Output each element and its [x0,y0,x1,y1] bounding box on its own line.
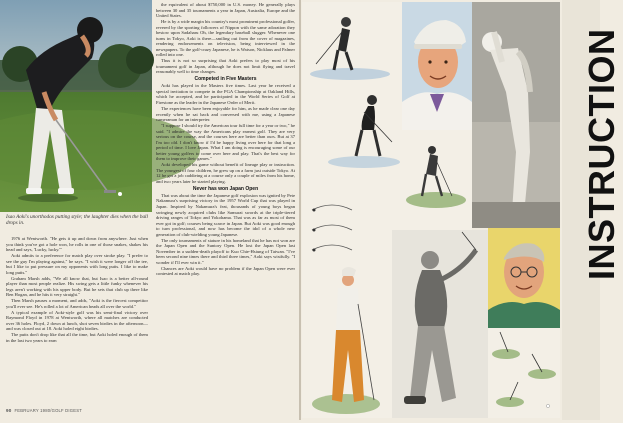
page-number: 90 [6,408,12,413]
paragraph: "I suppose I should try the American tour full time for a year or two," he said. "I admire the way the Americans play earnest golf. They are very serious on the course, and the courses here are better than ours. But at 37 I'm too old. I don't know if I'd be happy living over here for that long a period of time. I love Japan. What I am doing is encouraging some of our better young golfers to come over here and play. That's the best way for them to improve their games." [156,123,295,162]
golfer-follow-through-sketch [392,230,488,418]
swing-arc-diagrams [302,180,402,260]
paragraph: Graham Marsh adds, "We all know that, but Isao is a better all-round player than most people realize. His swing gets a little funky whenever his legs aren't working with his upper body. But he sets that club up there like Ben Hogan, and he hits it very straight." [6,275,148,298]
paragraph: The experiences have been enjoyable for him, as he made clear one day recently when he sat back and conversed with me, using a Japanese cameraman for an interpreter. [156,105,295,123]
aoki-portrait-illustration [402,2,472,130]
paragraph: Aoki admits to a preference for match play over stroke play. "I prefer to see the guy I'm playing against," he says. "I wish it were longer off the tee, but I like to put pressure on my opponents with long putts. I like to make long putts." [6,253,148,275]
paragraph: Then Marsh pauses a moment, and adds, "Aoki is the fiercest competitor you'll ever see. He's rolled a lot of American heads all over the world." [6,298,148,309]
paragraph: Thus it is not so surprising that Aoki prefers to play most of his tournament golf in Japan, although he does not limit flying and travel reasonably well to time changes. [156,58,295,75]
paragraph: Aoki has played in the Masters five times. Last year he received a special invitation to compete in the PGA Championship at Oakland Hills, which he accepted, and he participated in the World Series of Golf at Firestone as the leader in the Japanese Order of Merit. [156,83,295,106]
paragraph: The only tournaments of stature in his homeland that he has not won are the Japan Open and the Suntory Open. He lost the Japan Open last November in a sudden-death playoff to Kuo Chie-Hsiung of Taiwan. "I've been second nine times there and third three times," Aoki says wistfully. "I wonder if I'll ever win it." [156,237,295,265]
page-fold [299,0,301,420]
golfer-orange-pants-illustration [302,260,392,418]
section-title-band [562,0,622,420]
paragraph: He is by a wide margin his country's most prominent professional golfer, revered by the sporting followers of Nippon with the same adoration they bestow upon Sadaharu Oh, the legendary baseball slugger. Whenever one turns in Tokyo, Aoki is there—smiling out from the cover of magazines, rendering endorsements on television, being interviewed in the newspapers. To the golf-crazy Japanese, he is Watson, Nicklaus and Palmer rolled into one. [156,19,295,58]
paragraph: the equivalent of about $750,000 in U.S. money. He generally plays between 30 and 35 tournaments a year in Japan, Australia, Europe and the United States. [156,2,295,19]
article-column-2 [156,2,295,404]
golfer-putting-photo [0,0,152,212]
paragraph: Chances are Aoki would have no problem if the Japan Open were ever contested at match play. [156,265,295,277]
publication-line: FEBRUARY 1980/GOLF DIGEST [14,408,82,413]
paragraph: A typical example of Aoki-style golf was his semi-final victory over Raymond Floyd in 1978 at Wentworth, where all matches are conducted over 36 holes. Floyd, 2 down at lunch, shot seven birdies in the afternoon—and was closed out at 18. Aoki holed eight birdies. [6,309,148,332]
paragraph: That was about the time the Japanese golf explosion was ignited by Pete Nakamura's surprising victory in the 1957 World Cup that was played in Japan. Inspired by Nakamura's feat, thousands of young boys began swinging newly acquired clubs like Samurai swords at the triple-tiered driving ranges of Tokyo and Yokohama. That was as far as most of them ever got in golf; courses being scarce in Japan. But Aoki was good enough to turn professional, and now has become the idol of a whole new generation of club-wielding young Japanese. [156,192,295,237]
section-heading: Competed in Five Masters [194,76,257,83]
section-title: INSTRUCTION [581,28,622,280]
putting-grip-vignettes [488,328,560,418]
golfer-swing-sketch [302,2,402,180]
paragraph: 1976 at Wentworth. "He gets it up and down from anywhere. Just when you think you've got a hole won, he rolls in one of those snakes, shakes his head and says, 'Lucky, lucky.'" [6,236,148,253]
photo-caption: Isao Aoki's unorthodox putting style; the laughter dies when the ball drops in. [6,214,148,227]
instructor-portrait-illustration [488,228,560,328]
paragraph: Aoki developed his game without benefit of lineage play or instruction. The youngest of four children, he grew up on a farm just outside Tokyo. At 12 he got a job caddieing at a course only a couple of miles from his home, and two years later he started playing. [156,162,295,184]
golfer-finish-photo [472,2,560,228]
page-footer [6,408,82,413]
paragraph: The putts don't drop like that all the time, but Aoki holed enough of them in the last two years to earn [6,332,148,343]
golfer-address-sketch [402,130,472,230]
section-heading: Never has won Japan Open [192,185,259,192]
article-column-1 [6,236,148,404]
